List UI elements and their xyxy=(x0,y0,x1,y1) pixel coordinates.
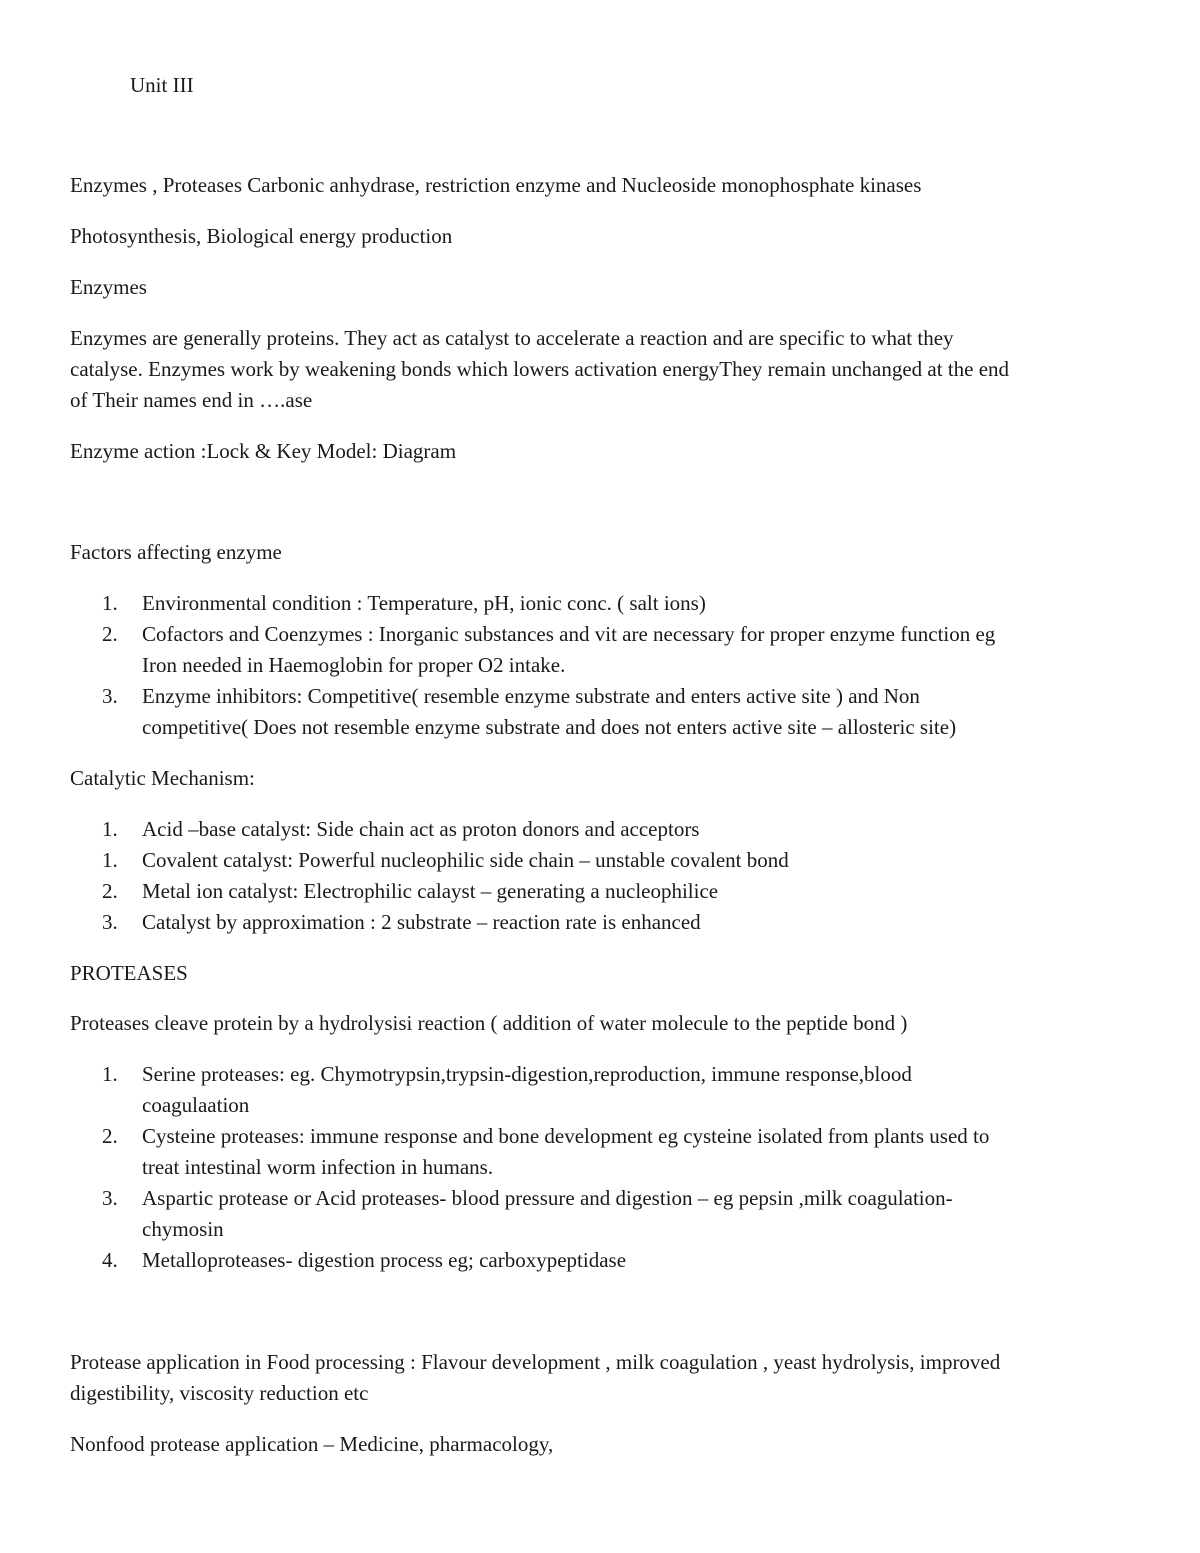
list-text: chymosin xyxy=(142,1217,224,1241)
food-application-line: Protease application in Food processing : Flavour development , milk coagulation , yeast hydrolysis, improved xyxy=(70,1350,1001,1374)
list-number: 2. xyxy=(102,622,118,646)
list-text: competitive( Does not resemble enzyme substrate and does not enters active site – allosteric site) xyxy=(142,715,957,739)
list-item xyxy=(70,845,1140,876)
food-application-line: digestibility, viscosity reduction etc xyxy=(70,1381,369,1405)
enzymes-heading: Enzymes xyxy=(70,275,147,299)
list-item xyxy=(70,1183,1140,1245)
list-text: Serine proteases: eg. Chymotrypsin,trypsin-digestion,reproduction, immune response,blood xyxy=(142,1062,912,1086)
list-item xyxy=(70,907,1140,938)
list-text: Metal ion catalyst: Electrophilic calayst – generating a nucleophilice xyxy=(142,879,719,903)
list-number: 3. xyxy=(102,684,118,708)
list-text: Covalent catalyst: Powerful nucleophilic side chain – unstable covalent bond xyxy=(142,848,789,872)
list-number: 4. xyxy=(102,1248,118,1272)
list-item xyxy=(70,1121,1140,1183)
nonfood-application-line: Nonfood protease application – Medicine, pharmacology, xyxy=(70,1432,554,1456)
list-number: 2. xyxy=(102,879,118,903)
enzymes-paragraph-line: Enzymes are generally proteins. They act as catalyst to accelerate a reaction and are specific to what they xyxy=(70,326,954,350)
enzymes-paragraph-line: of Their names end in ….ase xyxy=(70,388,313,412)
list-text: Aspartic protease or Acid proteases- blood pressure and digestion – eg pepsin ,milk coagulation- xyxy=(142,1186,953,1210)
enzyme-action-line: Enzyme action :Lock & Key Model: Diagram xyxy=(70,439,457,463)
list-text: Metalloproteases- digestion process eg; carboxypeptidase xyxy=(142,1248,627,1272)
list-item xyxy=(70,1245,1140,1276)
list-text: Cofactors and Coenzymes : Inorganic substances and vit are necessary for proper enzyme function eg xyxy=(142,622,996,646)
list-text: Acid –base catalyst: Side chain act as proton donors and acceptors xyxy=(142,817,700,841)
food-application-paragraph xyxy=(70,1347,1140,1409)
list-number: 2. xyxy=(102,1124,118,1148)
page-title: Unit III xyxy=(130,73,194,97)
list-text: Cysteine proteases: immune response and bone development eg cysteine isolated from plants used to xyxy=(142,1124,990,1148)
list-number: 3. xyxy=(102,1186,118,1210)
list-item xyxy=(70,619,1140,681)
list-item xyxy=(70,681,1140,743)
list-number: 1. xyxy=(102,1062,118,1086)
list-text: Catalyst by approximation : 2 substrate – reaction rate is enhanced xyxy=(142,910,701,934)
enzymes-paragraph-line: catalyse. Enzymes work by weakening bonds which lowers activation energyThey remain unchanged at the end xyxy=(70,357,1010,381)
list-item xyxy=(70,876,1140,907)
list-number: 1. xyxy=(102,591,118,615)
list-item xyxy=(70,1059,1140,1121)
enzymes-paragraph xyxy=(70,323,1140,416)
list-item xyxy=(70,814,1140,845)
factors-heading: Factors affecting enzyme xyxy=(70,540,282,564)
proteases-list xyxy=(70,1059,1140,1276)
list-number: 1. xyxy=(102,848,118,872)
catalytic-list xyxy=(70,814,1140,938)
list-text: Iron needed in Haemoglobin for proper O2 intake. xyxy=(142,653,566,677)
topics-line-2: Photosynthesis, Biological energy production xyxy=(70,224,453,248)
list-text: Environmental condition : Temperature, pH, ionic conc. ( salt ions) xyxy=(142,591,706,615)
factors-list xyxy=(70,588,1140,743)
list-number: 1. xyxy=(102,817,118,841)
topics-line-1: Enzymes , Proteases Carbonic anhydrase, restriction enzyme and Nucleoside monophosphate kinases xyxy=(70,173,922,197)
list-text: treat intestinal worm infection in humans. xyxy=(142,1155,494,1179)
proteases-intro: Proteases cleave protein by a hydrolysisi reaction ( addition of water molecule to the peptide bond ) xyxy=(70,1011,908,1035)
list-text: coagulaation xyxy=(142,1093,250,1117)
proteases-heading: PROTEASES xyxy=(70,961,188,985)
list-text: Enzyme inhibitors: Competitive( resemble enzyme substrate and enters active site ) and Non xyxy=(142,684,920,708)
list-item xyxy=(70,588,1140,619)
catalytic-heading: Catalytic Mechanism: xyxy=(70,766,255,790)
list-number: 3. xyxy=(102,910,118,934)
